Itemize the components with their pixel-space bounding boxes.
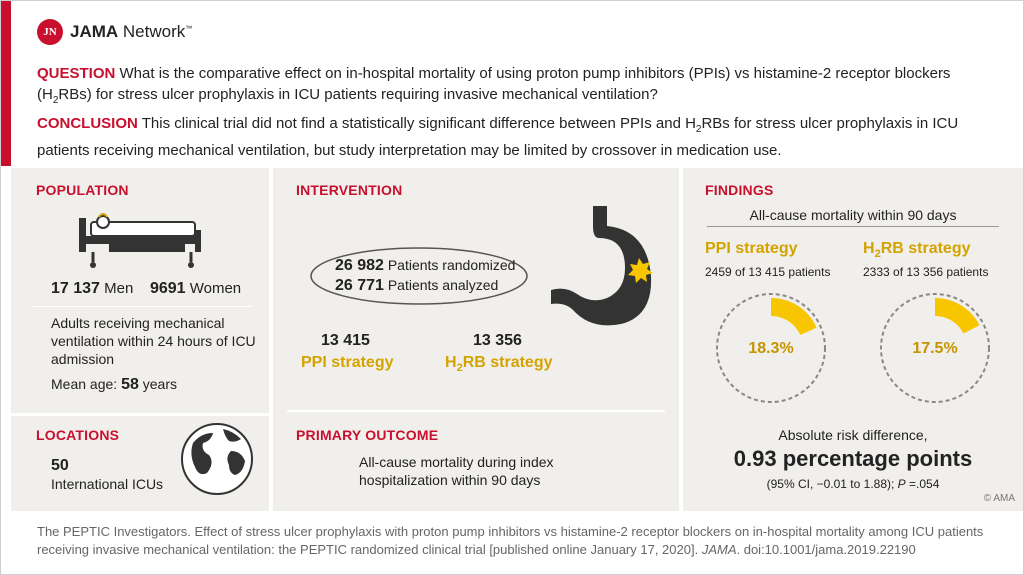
ard-ci: (95% CI, −0.01 to 1.88); P =.054 [766,477,940,491]
stomach-icon [541,202,661,332]
globe-icon [179,421,255,497]
h2rb-findings-detail: 2333 of 13 356 patients [863,265,989,279]
findings-subtitle: All-cause mortality within 90 days [749,207,957,223]
brand-name: JAMA Network™ [70,22,193,41]
h2rb-count: 13 356 [473,332,522,349]
ard-label: Absolute risk difference, [778,427,928,443]
ppi-findings-label: PPI strategy [705,240,798,257]
conclusion-block: CONCLUSION This clinical trial did not find a statistically significant difference between PPIs and $H_2RBs$ for stress ulcer prophylaxis in ICU patients receiving mechanical ventilation, but study interpretation may be limited by crossover in medication use. [37,115,959,159]
hospital-bed-icon [73,208,213,270]
findings-panel [683,168,1023,511]
ppi-strategy-label: PPI strategy [301,354,394,371]
jama-logo-icon: JN [37,19,63,45]
locations-panel [11,413,269,511]
population-description: Adults receiving mechanical ventilation within 24 hours of ICU admission [51,315,256,367]
ppi-percent: 18.3% [748,340,794,357]
intervention-title: INTERVENTION [296,182,403,198]
randomized-line: 26 982 Patients randomized [335,257,516,274]
question-block: QUESTION What is the comparative effect on in-hospital mortality of using proton pump inhibitors (PPIs) vs histamine-2 receptor blockers $(H_2RBs)$ for stress ulcer prophylaxis in ICU patients requiring invasive mechanical ventilation? [37,65,951,106]
locations-label: International ICUs [51,476,164,492]
intervention-panel [273,168,679,511]
population-title: POPULATION [36,182,129,198]
divider [31,306,253,307]
citation: The PEPTIC Investigators. Effect of stress ulcer prophylaxis with proton pump inhibitors vs histamine-2 receptor blockers on in-hospital mortality among ICU patients receiving invasive mechanical ventilation: the PEPTIC randomized clinical trial [published online January 17, 2020]. JAMA. doi:10.1001/jama.2019.22190 [37,524,984,557]
primary-outcome-title: PRIMARY OUTCOME [296,427,439,443]
copyright: © AMA [983,493,1015,504]
brand-header [37,17,192,47]
locations-title: LOCATIONS [36,427,120,443]
primary-outcome-text: All-cause mortality during index hospitalization within 90 days [359,454,554,488]
h2rb-strategy-label: $H_2RB$ strategy [445,354,553,375]
ppi-findings-detail: 2459 of 13 415 patients [705,265,831,279]
ard-value: 0.93 percentage points [733,446,973,471]
findings-title: FINDINGS [705,182,774,198]
ppi-count: 13 415 [321,332,370,349]
question-label: QUESTION [37,65,116,82]
analyzed-line: 26 771 Patients analyzed [335,277,499,294]
h2rb-findings-label: $H_2RB$ strategy [863,240,971,261]
locations-count: 50 [51,457,69,474]
conclusion-label: CONCLUSION [37,115,138,132]
divider [287,410,665,412]
population-counts: 17 137 Men 9691 Women [51,280,242,297]
h2rb-percent: 17.5% [912,340,958,357]
mean-age: Mean age: 58 years [51,376,177,393]
accent-bar [1,1,11,166]
